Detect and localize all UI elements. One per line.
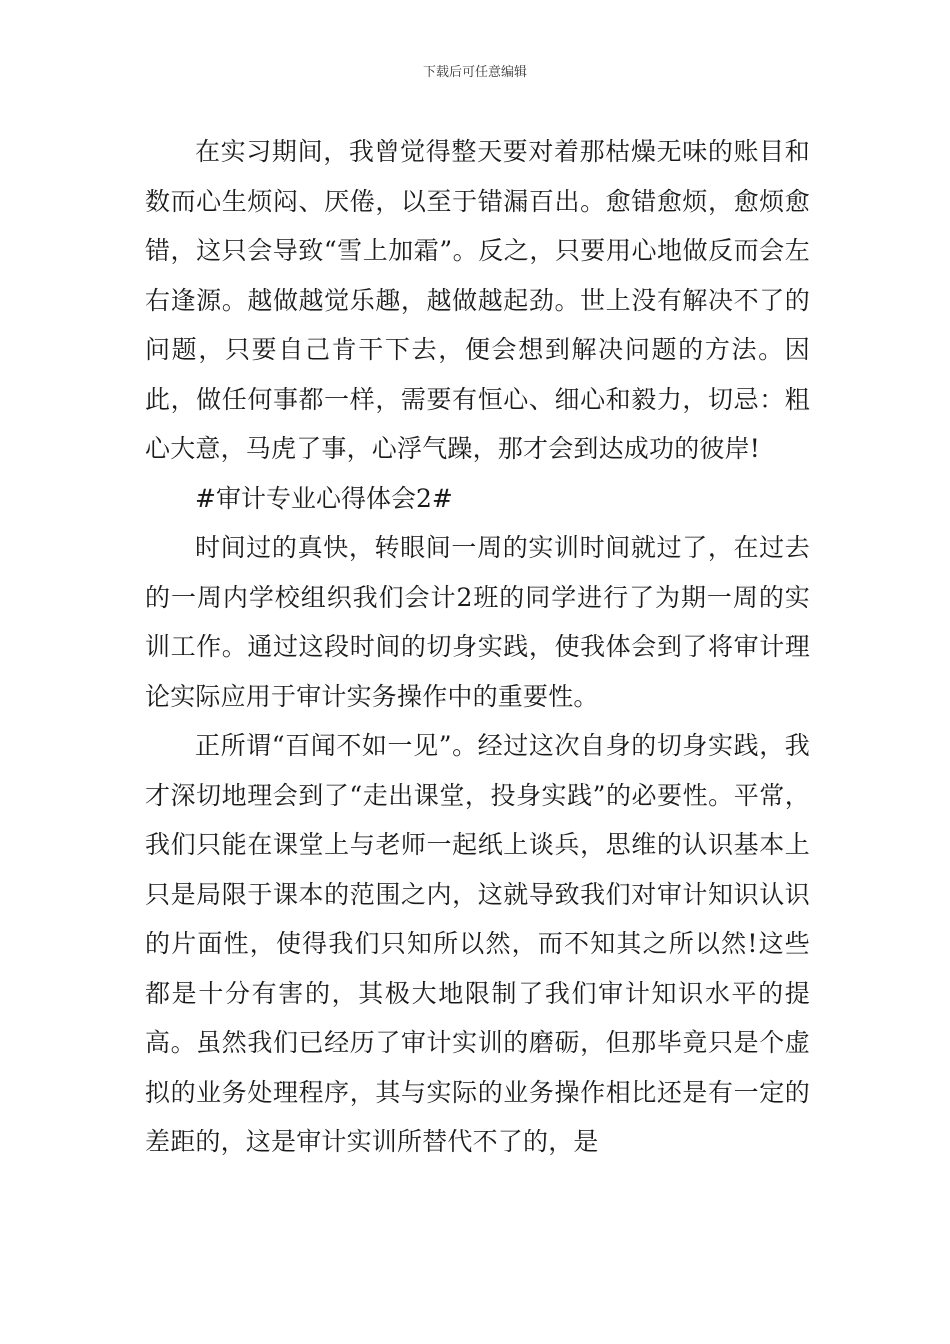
paragraph-practice-importance: 正所谓“百闻不如一见”。经过这次自身的切身实践，我才深切地理会到了“走出课堂，投身实践”的必要性。平常，我们只能在课堂上与老师一起纸上谈兵，思维的认识基本上只是局限于课本的范围之内，这就导致我们对审计知识认识的片面性，使得我们只知所以然，而不知其之所以然!这些都是十分有害的，其极大地限制了我们审计知识水平的提高。虽然我们已经历了审计实训的磨砺，但那毕竟只是个虚拟的业务处理程序，其与实际的业务操作相比还是有一定的差距的，这是审计实训所替代不了的，是 — [145, 731, 810, 1156]
paragraph-training-week: 时间过的真快，转眼间一周的实训时间就过了，在过去的一周内学校组织我们会计2班的同学进行了为期一周的实训工作。通过这段时间的切身实践，使我体会到了将审计理论实际应用于审计实务操作中的重要性。 — [145, 533, 810, 711]
section-heading: #审计专业心得体会2# — [195, 483, 453, 513]
document-body — [145, 127, 810, 1167]
page-header: 下载后可任意编辑 — [422, 65, 527, 80]
paragraph-internship-reflection: 在实习期间，我曾觉得整天要对着那枯燥无味的账目和数而心生烦闷、厌倦，以至于错漏百出。愈错愈烦，愈烦愈错，这只会导致“雪上加霜”。反之，只要用心地做反而会左右逢源。越做越觉乐趣，越做越起劲。世上没有解决不了的问题，只要自己肯干下去，便会想到解决问题的方法。因此，做任何事都一样，需要有恒心、细心和毅力，切忌：粗心大意，马虎了事，心浮气躁，那才会到达成功的彼岸! — [145, 137, 810, 463]
